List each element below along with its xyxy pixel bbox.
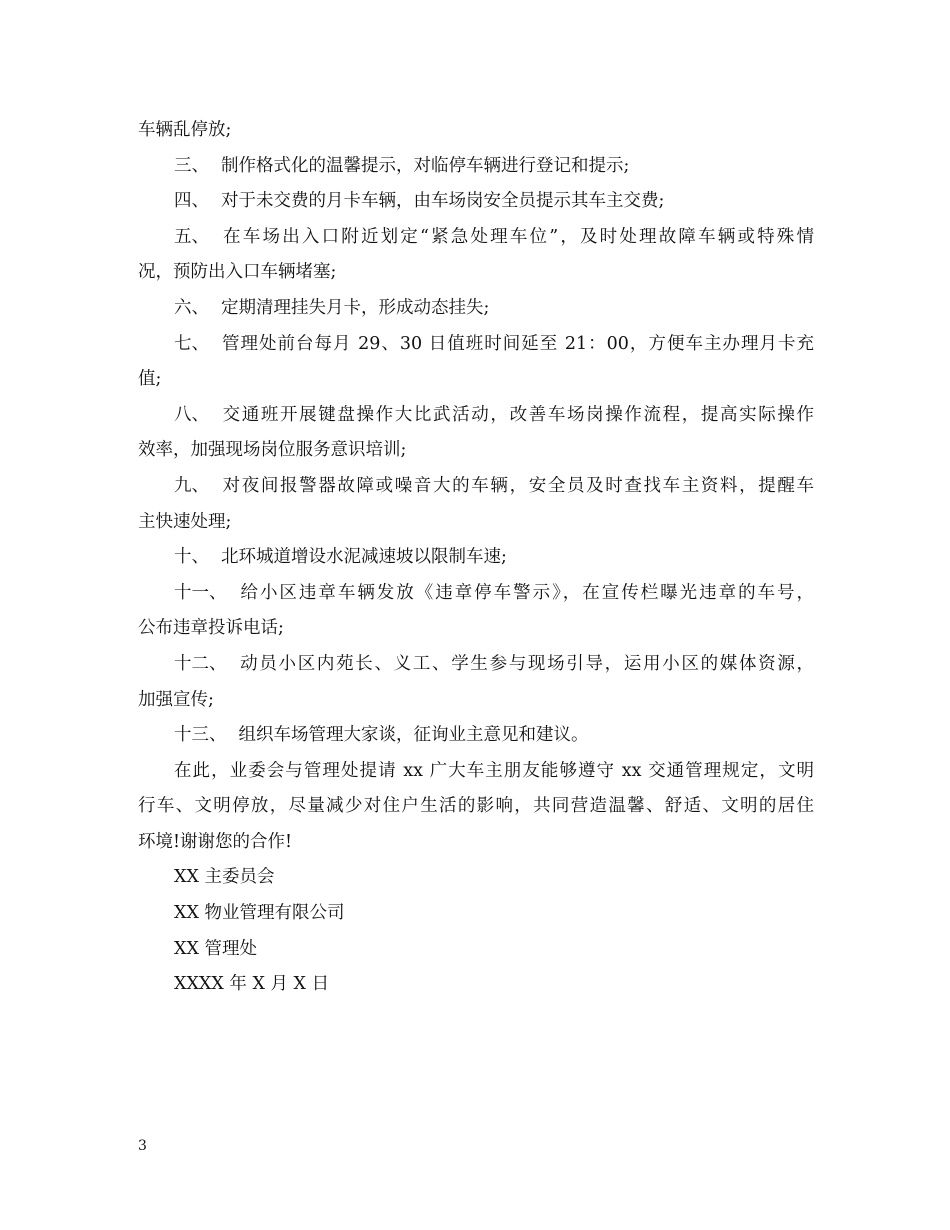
list-item-number: 三、 [174, 155, 209, 176]
line-text: 主快速处理; [138, 511, 232, 532]
line-text: 行车、文明停放，尽量减少对住户生活的影响，共同营造温馨、舒适、文明的居住 [138, 796, 814, 817]
list-item [138, 220, 814, 256]
line-text: 对于未交费的月卡车辆，由车场岗安全员提示其车主交费; [221, 191, 665, 212]
list-item-number: 十二、 [174, 653, 227, 674]
line-text: XX 主委员会 [174, 867, 275, 888]
line-text: 组织车场管理大家谈，征询业主意见和建议。 [238, 725, 589, 746]
line-text: 给小区违章车辆发放《违章停车警示》，在宣传栏曝光违章的车号， [238, 582, 814, 603]
paragraph-line [138, 932, 814, 968]
line-text: 对夜间报警器故障或噪音大的车辆，安全员及时查找车主资料，提醒车 [221, 475, 814, 496]
paragraph-line [138, 860, 814, 896]
list-item-number: 十、 [174, 547, 209, 568]
line-text: 况，预防出入口车辆堵塞; [138, 262, 337, 283]
continuation-line [138, 113, 814, 149]
line-text: 效率，加强现场岗位服务意识培训; [138, 440, 407, 461]
list-item-number: 四、 [174, 191, 209, 212]
list-item [138, 647, 814, 683]
page-number: 3 [138, 1138, 147, 1154]
list-item [138, 184, 814, 220]
continuation-line [138, 683, 814, 719]
list-item [138, 149, 814, 185]
list-item [138, 540, 814, 576]
continuation-line [138, 505, 814, 541]
paragraph-line [138, 754, 814, 790]
list-item [138, 291, 814, 327]
line-text: 值; [138, 369, 162, 390]
line-text: 公布违章投诉电话; [138, 618, 284, 639]
continuation-line [138, 611, 814, 647]
continuation-line [138, 825, 814, 861]
line-text: 交通班开展键盘操作大比武活动，改善车场岗操作流程，提高实际操作 [221, 404, 814, 425]
line-text: XXXX 年 X 月 X 日 [174, 974, 330, 995]
line-text: 制作格式化的温馨提示，对临停车辆进行登记和提示; [221, 155, 630, 176]
continuation-line [138, 789, 814, 825]
line-text: 在车场出入口附近划定“紧急处理车位”，及时处理故障车辆或特殊情 [221, 226, 814, 247]
line-text: 北环城道增设水泥减速坡以限制车速; [221, 547, 507, 568]
line-text: 管理处前台每月 29、30 日值班时间延至 21：00，方便车主办理月卡充 [221, 333, 814, 354]
line-text: 车辆乱停放; [138, 120, 232, 140]
continuation-line [138, 433, 814, 469]
line-text: 加强宣传; [138, 689, 214, 710]
document-body [138, 113, 814, 1003]
list-item-number: 八、 [174, 404, 209, 425]
continuation-line [138, 255, 814, 291]
list-item-number: 六、 [174, 297, 209, 318]
list-item [138, 718, 814, 754]
list-item-number: 九、 [174, 475, 209, 496]
line-text: 定期清理挂失月卡，形成动态挂失; [221, 297, 490, 318]
line-text: 环境!谢谢您的合作! [138, 831, 293, 852]
list-item [138, 327, 814, 363]
paragraph-line [138, 967, 814, 1003]
list-item-number: 五、 [174, 226, 209, 247]
continuation-line [138, 362, 814, 398]
list-item [138, 398, 814, 434]
list-item-number: 七、 [174, 333, 209, 354]
list-item-number: 十一、 [174, 582, 227, 603]
line-text: XX 物业管理有限公司 [174, 903, 345, 924]
line-text: 在此，业委会与管理处提请 xx 广大车主朋友能够遵守 xx 交通管理规定，文明 [174, 760, 814, 781]
list-item-number: 十三、 [174, 725, 227, 746]
paragraph-line [138, 896, 814, 932]
list-item [138, 469, 814, 505]
list-item [138, 576, 814, 612]
line-text: 动员小区内苑长、义工、学生参与现场引导，运用小区的媒体资源， [238, 653, 814, 674]
line-text: XX 管理处 [174, 938, 257, 959]
